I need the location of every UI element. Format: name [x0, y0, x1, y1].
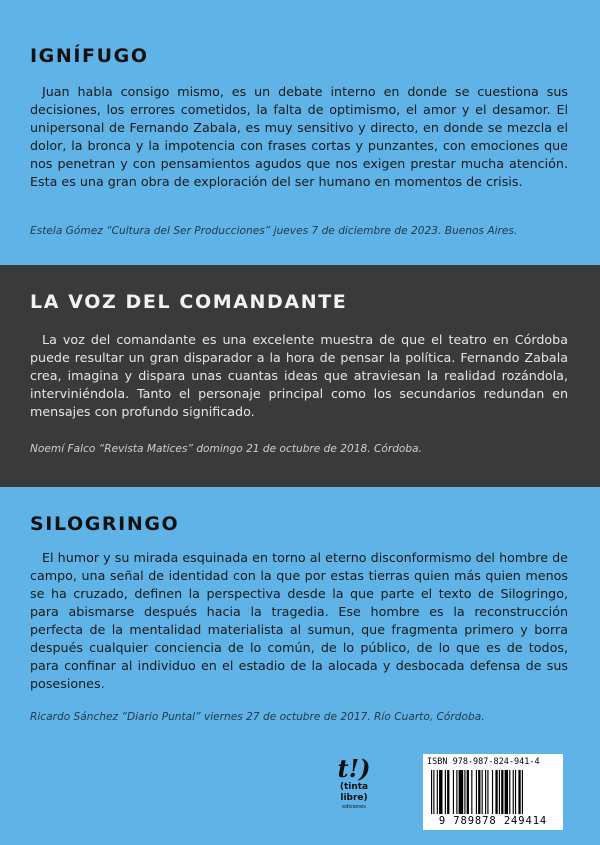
barcode-bar [447, 770, 449, 814]
barcode-bar [487, 770, 488, 814]
section-title: LA VOZ DEL COMANDANTE [30, 291, 348, 313]
publisher-name: (tinta libre) [339, 782, 369, 803]
barcode-bar [518, 770, 520, 814]
publisher-subtitle: ediciones [342, 804, 366, 810]
barcode-bar [501, 770, 503, 814]
barcode-bar [453, 770, 454, 814]
publisher-logo [326, 756, 382, 818]
review-text: La voz del comandante es una excelente muestra de que el teatro en Córdoba puede resultar un gran disparador a la hora de pensar la política. Fernando Zabala crea, imagina y dispara unas cuantas ideas que atraviesan la realidad rozándola, interviniéndola. Tanto el personaje principal como los secundarios redundan en mensajes con profundo significado. [30, 332, 568, 419]
isbn-barcode [423, 754, 563, 830]
barcode-bar [437, 770, 438, 814]
barcode-bars-icon [431, 770, 555, 814]
review-text: Juan habla consigo mismo, es un debate interno en donde se cuestiona sus decisiones, los errores cometidos, la falta de optimismo, el amor y el desamor. El unipersonal de Fernando Zabala, es muy sensitivo y directo, en donde se mezcla el dolor, la bronca y la impotencia con frases cortas y punzantes, con emociones que nos penetran y con pensamientos agudos que nos exigen prestar mucha atención. Esta es una gran obra de exploración del ser humano en momentos de crisis. [30, 84, 568, 189]
barcode-bar [505, 770, 508, 814]
barcode-bar [433, 770, 434, 814]
section-la-voz-del-comandante [0, 265, 600, 487]
barcode-bar [476, 770, 477, 814]
section-title: IGNÍFUGO [30, 45, 149, 67]
tinta-libre-logo-mark: t!) [337, 754, 371, 783]
barcode-bar [459, 770, 464, 814]
barcode-bar [485, 770, 486, 814]
barcode-bar [509, 770, 510, 814]
barcode-bar [467, 770, 469, 814]
review-citation: Ricardo Sánchez “Diario Puntal” viernes 27 de octubre de 2017. Río Cuarto, Córdoba. [30, 711, 485, 723]
barcode-bar [492, 770, 493, 814]
barcode-bar [471, 770, 472, 814]
barcode-bar [499, 770, 500, 814]
barcode-digits: 9 789878 249414 [438, 815, 548, 827]
barcode-bar [439, 770, 442, 814]
barcode-bar [456, 770, 457, 814]
barcode-bar [478, 770, 480, 814]
review-citation: Estela Gómez “Cultura del Ser Producciones” jueves 7 de diciembre de 2023. Buenos Aires. [30, 225, 518, 237]
barcode-bar [445, 770, 446, 814]
isbn-label: ISBN 978-987-824-941-4 [427, 757, 540, 767]
barcode-bar [522, 770, 523, 814]
section-ignifugo [0, 0, 600, 265]
barcode-bar [515, 770, 516, 814]
barcode-bar [464, 770, 465, 814]
barcode-bar [482, 770, 483, 814]
barcode-bar [513, 770, 514, 814]
section-title: SILOGRINGO [30, 513, 180, 535]
barcode-bar [431, 770, 432, 814]
review-citation: Noemí Falco “Revista Matices” domingo 21 de octubre de 2018. Córdoba. [30, 443, 422, 455]
barcode-bar [495, 770, 497, 814]
review-text: El humor y su mirada esquinada en torno al eterno disconformismo del hombre de campo, una señal de identidad con la que por estas tierras quien más quien menos se ha cruzado, definen la perspectiva desde la que parte el texto de Silogringo, para abismarse después hacia la tragedia. Ese hombre es la reconstrucción perfecta de la mentalidad materialista al sumun, que fragmenta primero y borra después cualquier conciencia de lo común, de lo público, de lo que es de todos, para confinar al individuo en el estadio de la alocada y desbocada defensa de sus posesiones. [30, 550, 568, 691]
